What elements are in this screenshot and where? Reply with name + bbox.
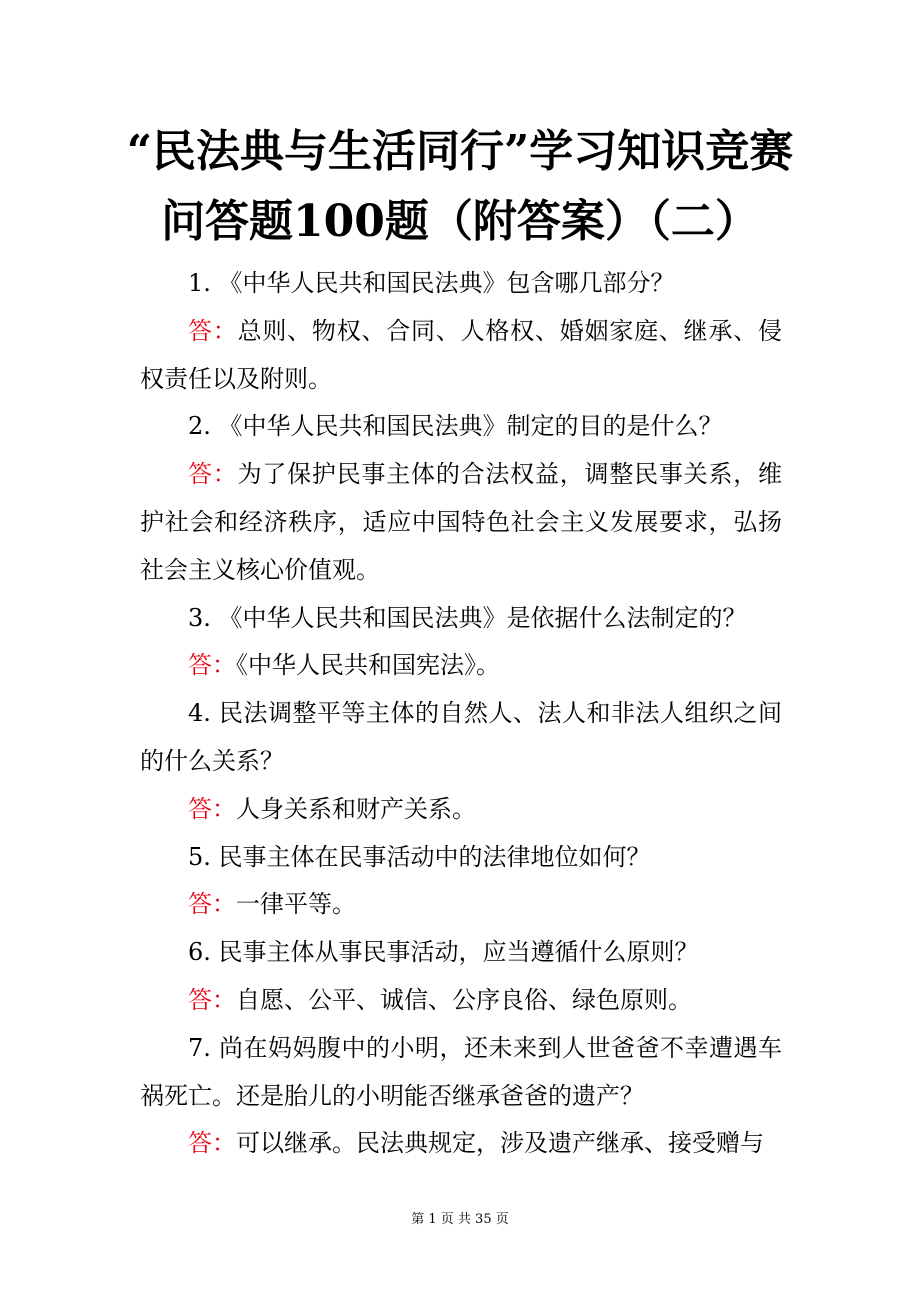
document-title-line1: “民法典与生活同行”学习知识竞赛	[126, 126, 794, 177]
answer-text: 人身关系和财产关系。	[236, 794, 476, 823]
answer-2	[140, 451, 782, 594]
answer-text: 一律平等。	[236, 890, 356, 919]
answer-label: 答：	[188, 985, 236, 1014]
question-7: 7. 尚在妈妈腹中的小明，还未来到人世爸爸不幸遭遇车祸死亡。还是胎儿的小明能否继承爸爸的遗产？	[140, 1033, 782, 1110]
question-2: 2. 《中华人民共和国民法典》制定的目的是什么？	[188, 412, 723, 441]
answer-text: 总则、物权、合同、人格权、婚姻家庭、继承、侵权责任以及附则。	[140, 316, 783, 393]
answer-label: 答：	[188, 316, 238, 345]
answer-text: 《中华人民共和国宪法》。	[236, 651, 500, 680]
document-title-line2: 问答题100题（附答案）（二）	[161, 196, 759, 247]
question-1: 1. 《中华人民共和国民法典》包含哪几部分？	[188, 269, 675, 297]
answer-label: 答：	[188, 651, 236, 680]
answer-3	[140, 642, 782, 690]
answer-6	[140, 977, 782, 1025]
page-footer: 第 1 页 共 35 页	[411, 1212, 509, 1227]
question-4: 4. 民法调整平等主体的自然人、法人和非法人组织之间的什么关系？	[140, 699, 782, 775]
question-5: 5. 民事主体在民事活动中的法律地位如何？	[188, 842, 651, 871]
question-3: 3. 《中华人民共和国民法典》是依据什么法制定的？	[188, 603, 747, 632]
answer-label: 答：	[188, 890, 236, 919]
answer-7	[140, 1120, 782, 1168]
answer-label: 答：	[188, 460, 238, 489]
answer-4	[140, 786, 782, 834]
answer-label: 答：	[188, 1129, 236, 1158]
answer-1	[140, 308, 782, 404]
question-6: 6. 民事主体从事民事活动，应当遵循什么原则？	[188, 938, 699, 967]
qa-body	[140, 260, 782, 1168]
answer-text: 自愿、公平、诚信、公序良俗、绿色原则。	[236, 985, 692, 1014]
answer-5	[140, 881, 782, 929]
answer-text: 为了保护民事主体的合法权益，调整民事关系，维护社会和经济秩序，适应中国特色社会主义发展要求，弘扬社会主义核心价值观。	[140, 460, 783, 584]
answer-text: 可以继承。民法典规定，涉及遗产继承、接受赠与	[236, 1129, 764, 1158]
answer-label: 答：	[188, 794, 236, 823]
